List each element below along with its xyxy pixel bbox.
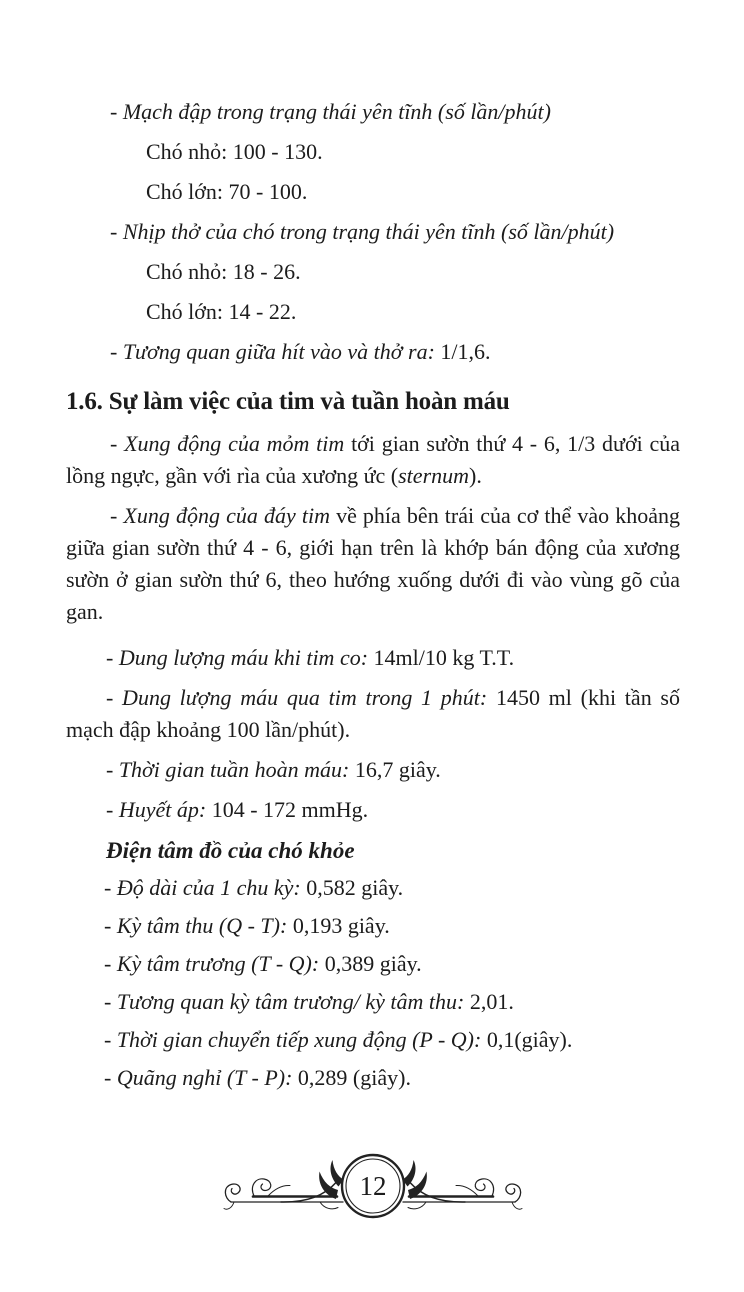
ecg-label: - Quãng nghỉ (T - P):	[104, 1065, 293, 1090]
heart-base-body: về phía bên trái của cơ thể vào khoảng giữa gian sườn thứ 4 - 6, giới hạn trên là khớp bán động của xương sườn ở gian sườn thứ 6, theo hướng xuống dưới đi vào vùng gõ của gan.	[66, 503, 680, 624]
ecg-label: - Kỳ tâm trương (T - Q):	[104, 951, 320, 976]
stat-value: 16,7 giây.	[354, 757, 441, 782]
breathing-rate-title: - Nhịp thở của chó trong trạng thái yên tĩnh (số lần/phút)	[110, 219, 615, 244]
ecg-value: 2,01.	[469, 989, 514, 1014]
ecg-line-tp-interval	[66, 1062, 680, 1094]
pulse-resting-title: - Mạch đập trong trạng thái yên tĩnh (số lần/phút)	[110, 99, 551, 124]
ecg-value: 0,1(giây).	[486, 1027, 573, 1052]
stat-line-stroke-volume	[66, 642, 680, 674]
ecg-label: - Thời gian chuyển tiếp xung động (P - Q):	[104, 1027, 482, 1052]
heart-base-lead: - Xung động của đáy tim	[110, 503, 330, 528]
stat-line-circulation-time	[66, 754, 680, 786]
ecg-value: 0,193 giây.	[292, 913, 390, 938]
ecg-line-pq-interval	[66, 1024, 680, 1056]
heart-base-paragraph	[66, 500, 680, 628]
ecg-value: 0,289 (giây).	[297, 1065, 411, 1090]
stat-value: 104 - 172 mmHg.	[211, 797, 369, 822]
ecg-label: - Kỳ tâm thu (Q - T):	[104, 913, 288, 938]
ecg-line-systole	[66, 910, 680, 942]
inhale-exhale-ratio-label: - Tương quan giữa hít vào và thở ra:	[110, 339, 435, 364]
page-number: 12	[359, 1171, 387, 1201]
stat-label: - Dung lượng máu qua tim trong 1 phút:	[106, 685, 488, 710]
footer-flourish-graphic	[223, 1136, 523, 1236]
section-heading-1-6: 1.6. Sự làm việc của tim và tuần hoàn máu	[66, 388, 510, 415]
footer-ornament	[66, 1136, 680, 1236]
pulse-small-dog-value: Chó nhỏ: 100 - 130.	[146, 139, 323, 164]
stat-value: 1450 ml (khi tần số mạch đập khoảng 100 lần/phút).	[66, 685, 680, 742]
sternum-term: sternum	[398, 463, 470, 488]
ecg-subheading: Điện tâm đồ của chó khỏe	[106, 838, 355, 863]
stat-label: - Thời gian tuần hoàn máu:	[106, 757, 350, 782]
ecg-value: 0,582 giây.	[306, 875, 404, 900]
stat-line-blood-pressure	[66, 794, 680, 826]
ecg-line-diastole	[66, 948, 680, 980]
inhale-exhale-ratio-value: 1/1,6.	[440, 339, 491, 364]
breath-large-dog-value: Chó lớn: 14 - 22.	[146, 299, 297, 324]
ecg-line-ratio	[66, 986, 680, 1018]
ecg-value: 0,389 giây.	[324, 951, 422, 976]
ecg-line-cycle-length	[66, 872, 680, 904]
pulse-large-dog-value: Chó lớn: 70 - 100.	[146, 179, 308, 204]
apex-beat-tail: ).	[469, 463, 482, 488]
ecg-label: - Độ dài của 1 chu kỳ:	[104, 875, 301, 900]
apex-beat-body: tới gian sườn thứ 4 - 6, 1/3 dưới của lồng ngực, gần với rìa của xương ức (	[66, 431, 681, 488]
apex-beat-paragraph	[66, 428, 680, 492]
apex-beat-lead: - Xung động của mỏm tim	[110, 431, 345, 456]
stat-label: - Huyết áp:	[106, 797, 207, 822]
stat-line-minute-volume	[66, 682, 680, 746]
breath-small-dog-value: Chó nhỏ: 18 - 26.	[146, 259, 301, 284]
stat-value: 14ml/10 kg T.T.	[373, 645, 515, 670]
inhale-exhale-ratio-line	[66, 336, 680, 368]
ecg-label: - Tương quan kỳ tâm trương/ kỳ tâm thu:	[104, 989, 465, 1014]
stat-label: - Dung lượng máu khi tim co:	[106, 645, 369, 670]
